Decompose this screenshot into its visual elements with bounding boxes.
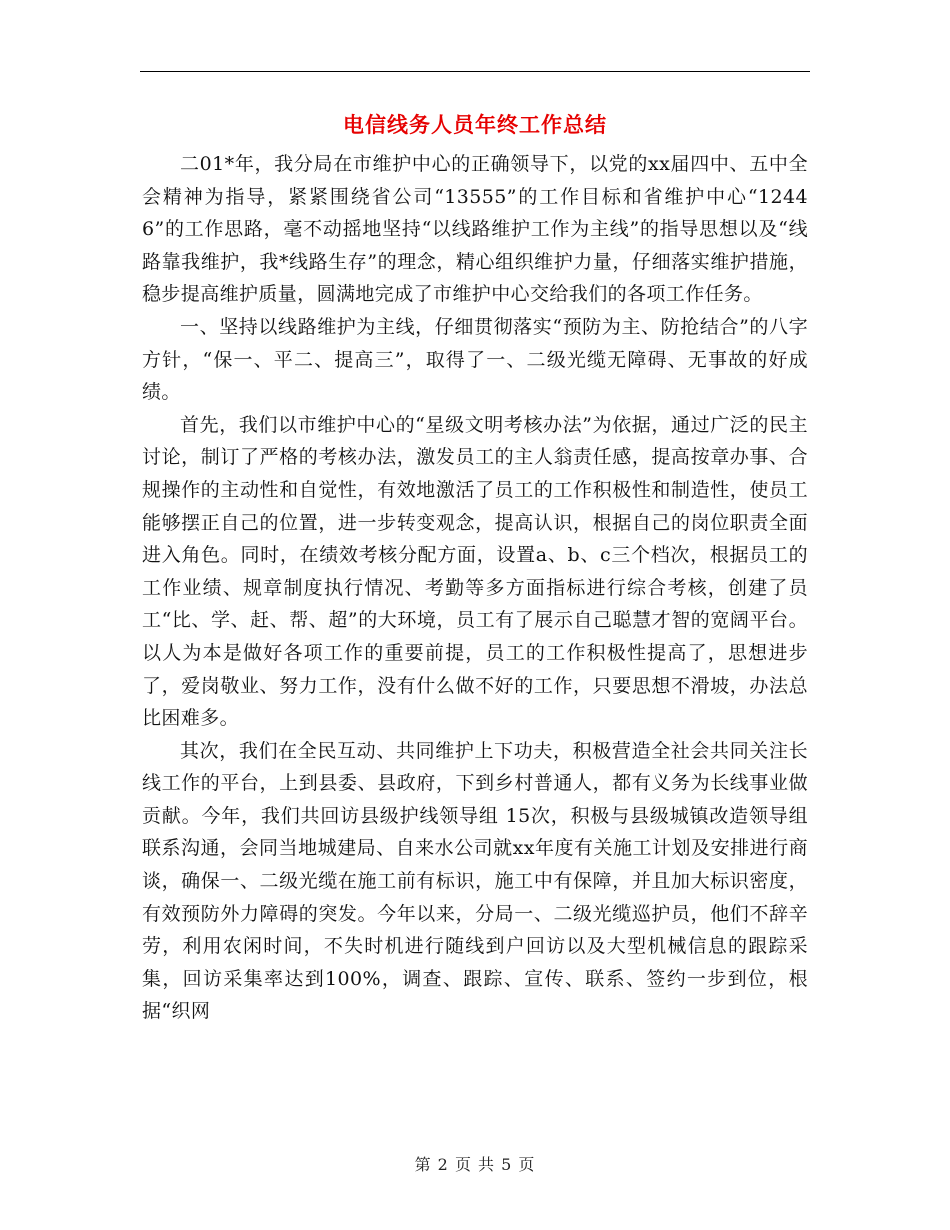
header-rule [140, 71, 810, 72]
paragraph-second: 其次，我们在全民互动、共同维护上下功夫，积极营造全社会共同关注长线工作的平台，上到县委、县政府，下到乡村普通人，都有义务为长线事业做贡献。今年，我们共回访县级护线领导组 15次，积极与县级城镇改造领导组联系沟通，会同当地城建局、自来水公司就xx年度有关施工计划及安排进行商谈，确保一、二级光缆在施工前有标识，施工中有保障，并且加大标识密度，有效预防外力障碍的突发。今年以来，分局一、二级光缆巡护员，他们不辞辛劳，利用农闲时间，不失时机进行随线到户回访以及大型机械信息的跟踪采集，回访采集率达到100%，调查、跟踪、宣传、联系、签约一步到位，根据“织网 [142, 739, 808, 1023]
document-body [142, 148, 808, 1028]
document-title: 电信线务人员年终工作总结 [343, 113, 607, 137]
paragraph-section-one: 一、坚持以线路维护为主线，仔细贯彻落实“预防为主、防抢结合”的八字方针，“保一、平二、提高三”，取得了一、二级光缆无障碍、无事故的好成绩。 [142, 315, 808, 404]
page-number: 第 2 页 共 5 页 [414, 1155, 536, 1174]
paragraph-intro: 二01*年，我分局在市维护中心的正确领导下，以党的xx届四中、五中全会精神为指导，紧紧围绕省公司“13555”的工作目标和省维护中心“12446”的工作思路，毫不动摇地坚持“以线路维护工作为主线”的指导思想以及“线路靠我维护，我*线路生存”的理念，精心组织维护力量，仔细落实维护措施，稳步提高维护质量，圆满地完成了市维护中心交给我们的各项工作任务。 [142, 153, 808, 306]
paragraph-first: 首先，我们以市维护中心的“星级文明考核办法”为依据，通过广泛的民主讨论，制订了严格的考核办法，激发员工的主人翁责任感，提高按章办事、合规操作的主动性和自觉性，有效地激活了员工的工作积极性和制造性，使员工能够摆正自己的位置，进一步转变观念，提高认识，根据自己的岗位职责全面进入角色。同时，在绩效考核分配方面，设置a、b、c三个档次，根据员工的工作业绩、规章制度执行情况、考勤等多方面指标进行综合考核，创建了员工“比、学、赶、帮、超”的大环境，员工有了展示自己聪慧才智的宽阔平台。以人为本是做好各项工作的重要前提，员工的工作积极性提高了，思想进步了，爱岗敬业、努力工作，没有什么做不好的工作，只要思想不滑坡，办法总比困难多。 [142, 413, 808, 730]
